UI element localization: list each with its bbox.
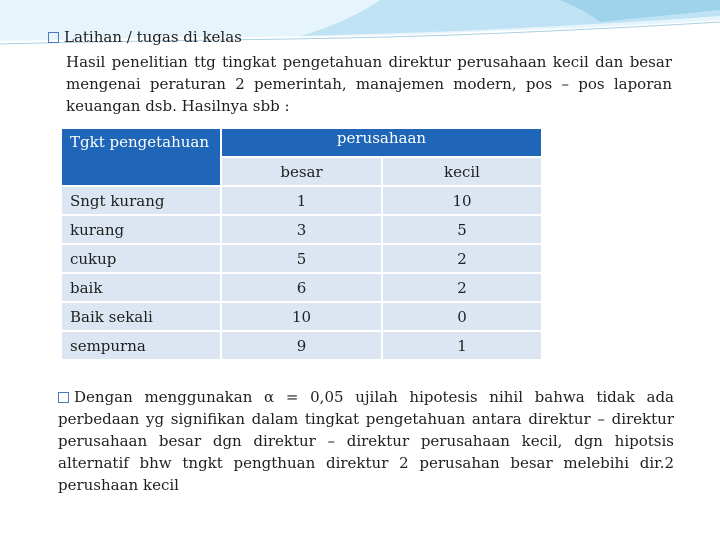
row-label: Baik sekali <box>62 303 222 332</box>
cell-besar: 9 <box>222 332 383 361</box>
question-paragraph <box>58 386 674 496</box>
cell-kecil: 2 <box>383 245 541 274</box>
heading-text: Latihan / tugas di kelas <box>64 28 242 46</box>
data-table <box>62 129 541 361</box>
cell-besar: 5 <box>222 245 383 274</box>
table-row <box>62 332 541 361</box>
table-row <box>62 303 541 332</box>
row-label: sempurna <box>62 332 222 361</box>
row-label: Sngt kurang <box>62 187 222 216</box>
intro-paragraph: Hasil penelitian ttg tingkat pengetahuan direktur perusahaan kecil dan besar mengenai peraturan 2 pemerintah, manajemen modern, pos – pos laporan keuangan dsb. Hasilnya sbb : <box>66 53 672 115</box>
subheader-kecil: kecil <box>383 158 541 187</box>
header-tingkat-pengetahuan: Tgkt pengetahuan <box>62 129 222 187</box>
table-row <box>62 216 541 245</box>
row-label: cukup <box>62 245 222 274</box>
cell-kecil: 10 <box>383 187 541 216</box>
header-perusahaan: perusahaan <box>222 129 541 158</box>
cell-besar: 1 <box>222 187 383 216</box>
bullet-box-icon <box>58 392 69 403</box>
cell-besar: 3 <box>222 216 383 245</box>
cell-kecil: 1 <box>383 332 541 361</box>
cell-besar: 6 <box>222 274 383 303</box>
table-row <box>62 245 541 274</box>
row-label: kurang <box>62 216 222 245</box>
cell-kecil: 2 <box>383 274 541 303</box>
subheader-besar: besar <box>222 158 383 187</box>
cell-kecil: 0 <box>383 303 541 332</box>
bullet-box-icon <box>48 32 59 43</box>
heading-line <box>48 28 242 47</box>
cell-kecil: 5 <box>383 216 541 245</box>
table-row <box>62 187 541 216</box>
cell-besar: 10 <box>222 303 383 332</box>
row-label: baik <box>62 274 222 303</box>
table-row <box>62 274 541 303</box>
question-text: Dengan menggunakan α = 0,05 ujilah hipotesis nihil bahwa tidak ada perbedaan yg signifikan dalam tingkat pengetahuan antara direktur – direktur perusahaan besar dgn direktur – direktur perusahaan kecil, dgn hipotsis alternatif bhw tngkt pengthuan direktur 2 perusahan besar melebihi dir.2 perushaan kecil <box>58 388 674 494</box>
